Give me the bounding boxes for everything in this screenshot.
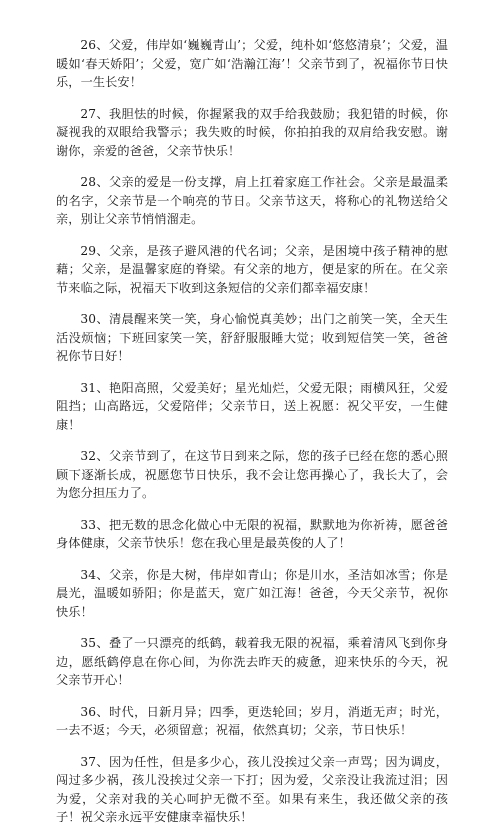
paragraph-34: 34、父亲，你是大树，伟岸如青山；你是川水，圣洁如冰雪；你是晨光，温暖如骄阳；你是蓝天，宽广如江海！爸爸，今天父亲节，祝你快乐！ <box>56 567 448 619</box>
paragraph-28: 28、父亲的爱是一份支撑，肩上扛着家庭工作社会。父亲是最温柔的名字，父亲节是一个响亮的节日。父亲节这天，将称心的礼物送给父亲，别让父亲节悄悄溜走。 <box>56 175 448 226</box>
paragraph-29: 29、父亲，是孩子避风港的代名词；父亲，是困境中孩子精神的慰藉；父亲，是温馨家庭的脊梁。有父亲的地方，便是家的所在。在父亲节来临之际，祝福天下收到这条短信的父亲们都幸福安康！ <box>56 243 448 295</box>
paragraph-26: 26、父爱，伟岸如‘巍巍青山’；父爱，纯朴如‘悠悠清泉’；父爱，温暖如‘春天娇阳’；父爱，宽广如‘浩瀚江海’！父亲节到了，祝福你节日快乐，一生长安！ <box>56 38 448 89</box>
paragraph-32: 32、父亲节到了，在这节日到来之际，您的孩子已经在您的悉心照顾下逐渐长成，祝愿您节日快乐，我不会让您再操心了，我长大了，会为您分担压力了。 <box>56 449 448 500</box>
paragraph-31: 31、艳阳高照，父爱美好；星光灿烂，父爱无限；雨横风狂，父爱阻挡；山高路远，父爱陪伴；父亲节日，送上祝愿：祝父平安，一生健康！ <box>56 380 448 432</box>
paragraph-35: 35、叠了一只漂亮的纸鹤，载着我无限的祝福，乘着清风飞到你身边，愿纸鹤停息在你心间，为你洗去昨天的疲惫，迎来快乐的今天，祝父亲节开心！ <box>56 636 448 687</box>
paragraph-27: 27、我胆怯的时候，你握紧我的双手给我鼓励；我犯错的时候，你凝视我的双眼给我警示；我失败的时候，你拍拍我的双肩给我安慰。谢谢你，亲爱的爸爸，父亲节快乐！ <box>56 106 448 158</box>
paragraph-33: 33、把无数的思念化做心中无限的祝福，默默地为你祈祷，愿爸爸身体健康，父亲节快乐！您在我心里是最英俊的人了！ <box>56 517 448 550</box>
paragraph-37: 37、因为任性，但是多少心，孩儿没挨过父亲一声骂；因为调皮，闯过多少祸，孩儿没挨过父亲一下打；因为爱，父亲没让我流过泪；因为爱，父亲对我的关心呵护无微不至。如果有来生，我还做父亲的孩子！祝父亲永远平安健康幸福快乐！ <box>56 754 448 824</box>
paragraph-30: 30、清晨醒来笑一笑，身心愉悦真美妙；出门之前笑一笑，全天生活没烦恼；下班回家笑一笑，舒舒服服睡大觉；收到短信笑一笑，爸爸祝你节日好！ <box>56 312 448 363</box>
document-body <box>56 36 448 840</box>
paragraph-36: 36、时代，日新月异；四季，更迭轮回；岁月，消逝无声；时光，一去不返；今天，必须留意；祝福，依然真切；父亲，节日快乐！ <box>56 704 448 737</box>
